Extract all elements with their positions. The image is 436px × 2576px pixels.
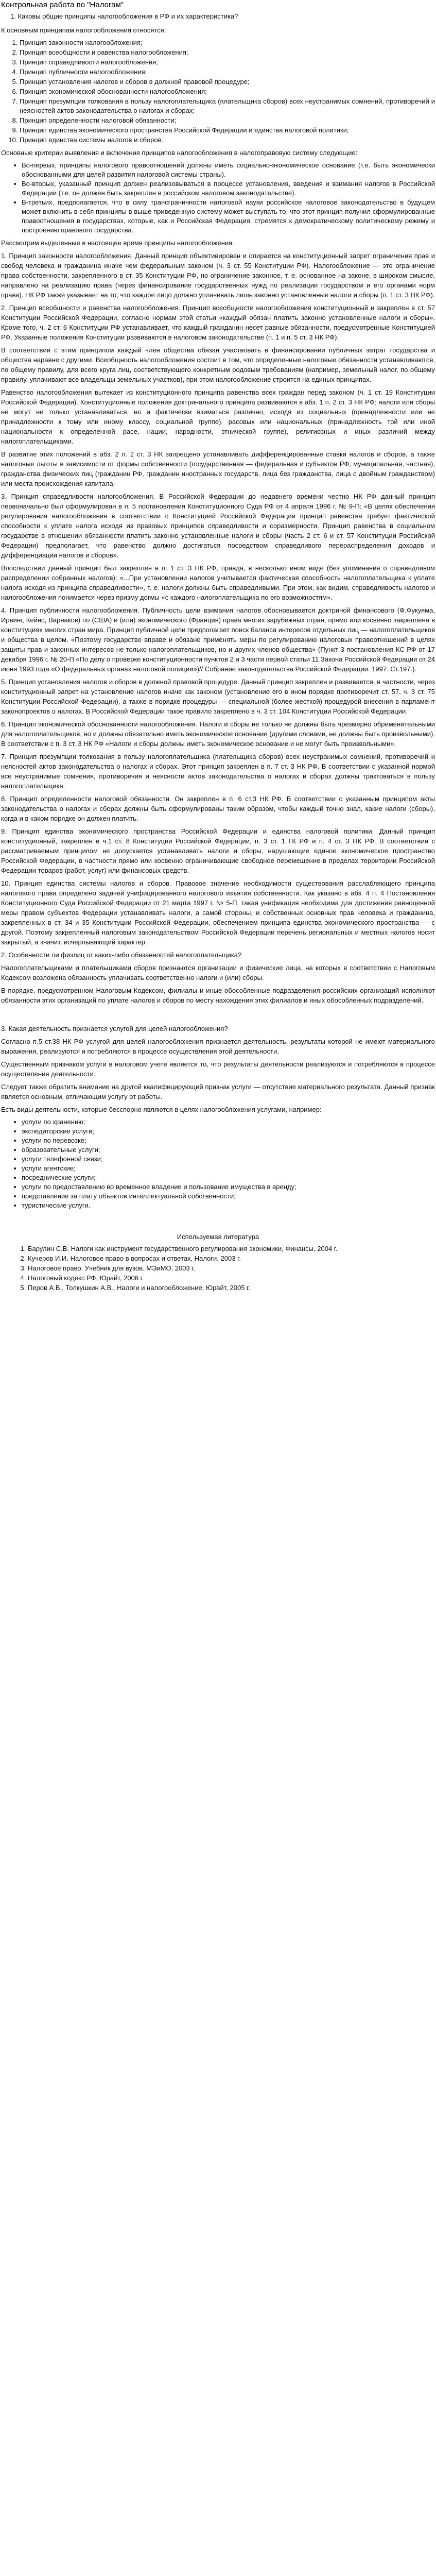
list-item: • Во-первых, принципы налогового правоотношений должны иметь социально-экономическое основание (т.е. быть экономически обоснованными для целей развития налоговой системы страны). [22, 161, 435, 179]
list-item: 10. Принцип единства системы налогов и сборов. [20, 135, 435, 145]
list-item: 1. Принцип законности налогообложения; [20, 38, 435, 47]
list-item: 2. Принцип всеобщности и равенства налогообложения; [20, 48, 435, 57]
section-spacer [1, 1008, 435, 1024]
list-item: • услуги по перевозке; [22, 1136, 435, 1145]
paragraph: Следует также обратить внимание на другой квалифицирующий признак услуги — отсутствие материального результата. Данный признак является основным, отличающим услугу от работы. [1, 1083, 435, 1100]
list-item: • Во-вторых, указанный принцип должен реализовываться в процессе установления, введения и взимания налогов в Российской Федерации (т.е. он должен быть закреплен в российском налоговом законодательстве). [22, 179, 435, 198]
paragraph: Равенство налогообложения вытекает из конституционного принципа равенства всех граждан перед законом (ч. 1 ст. 19 Конституции Российской Федерации). Конституционные положения доктринального принципа развиваются в абз. 1 п. 2 ст. 3 НК РФ: налоги или сборы не могут не только устанавливаться, но и фактически взиматься различно, исходя из социальных (принадлежности или не принадлежности к тому или иному классу, социальной группе), расовых или национальных (принадлежность той или иной национальности к определенной расе, нации, народности, этнической группе), религиозных и иных различий между налогоплательщиками. [1, 388, 435, 445]
list-item: • услуги по предоставлению во временное владение и пользование имущества в аренду; [22, 1182, 435, 1192]
list-item: 2. Кучеров И.И. Налоговое право в вопросах и ответах. Налоги, 2003 г. [28, 1253, 435, 1263]
list-item: 6. Принцип экономической обоснованности налогообложения; [20, 87, 435, 96]
question-3-heading: 3. Какая деятельность признается услугой для целей налогообложения? [1, 1025, 228, 1032]
list-item: 4. Принцип публичности налогообложения; [20, 67, 435, 77]
paragraph: 8. Принцип определенности налоговой обязанности. Он закреплен в п. 6 ст.3 НК РФ. В соответствии с указанным принципом акты законодательства о налогах и сборах должны быть сформулированы таким образом, чтобы каждый точно знал, какие налоги (сборы), когда и в каком порядке он должен платить. [1, 795, 435, 822]
question-1-number: 1. [10, 12, 16, 20]
paragraph: Есть виды деятельности, которые бесспорно являются в целях налогообложения услугами, например: [1, 1106, 322, 1113]
list-item: • услуги по хранению; [22, 1117, 435, 1127]
list-item: • экспедиторские услуги; [22, 1127, 435, 1136]
paragraph: 2. Принцип всеобщности и равенства налогообложения. Принцип всеобщности налогообложения конституционный и закреплен в ст. 57 Конституции Российской Федерации, согласно нормам этой статьи «каждый обязан платить законно установленные налоги и сборы». Кроме того, ч. 2 ст. 6 Конституции РФ устанавливает, что каждый гражданин несет равные обязанности, предусмотренные Конституцией РФ. Указанные положения Конституции развиваются в налоговом законодательстве (п. 1 и п. 5 ст. 3 НК РФ). [1, 304, 435, 341]
question-1 [10, 11, 435, 21]
paragraph: 9. Принцип единства экономического пространства Российской Федерации и единства налоговой политики. Данный принцип конституционный, закреплен в ч.1 ст. 8 Конституции Российской Федерации, п. 3 ст. 1 ГК РФ и п. 4 ст. 3 НК РФ. В соответствии с рассматриваемым принципом не допускается устанавливать налоги и сборы, нарушающие единое экономическое пространство Российской Федерации, в частности прямо или косвенно ограничивающие свободное перемещение в пределах территории Российской Федерации товаров (работ, услуг) или финансовых средств. [1, 827, 435, 874]
list-item: • услуги телефонной связи; [22, 1155, 435, 1164]
list-item: 4. Налоговый кодекс РФ, Юрайт, 2006 г. [28, 1273, 435, 1283]
paragraph: 7. Принцип презумпции толкования в пользу налогоплательщика (плательщика сборов) всех неустранимых сомнений, противоречий и неясностей актов законодательства о налогах и сборах. Этот принцип закреплен в п. 7 ст. 3 НК РФ. В соответствии с указанной нормой все неустранимые сомнения, противоречия и неясности актов законодательства о налогах и сборах должны трактоваться в пользу налогоплательщика. [1, 753, 435, 790]
paragraph: 5. Принцип установления налогов и сборов в должной правовой процедуре. Данный принцип закреплен и развивается, в частности, через конституционный запрет на установление налогов иначе как законом (установление его в ином порядке противоречит ст. 57, ч. 3 ст. 75 Конституции Российской Федерации), а также в порядке процедуры — специальной (более жесткой) процедурой внесения в парламент законопроектов о налогах. В Российской Федерации такое правило закреплено в ч. 3 ст. 104 Конституции Российской Федерации. [1, 678, 435, 715]
list-item: 9. Принцип единства экономического пространства Российской Федерации и единства налоговой политики; [20, 126, 435, 135]
paragraph: В соответствии с этим принципом каждый член общества обязан участвовать в финансировании публичных затрат государства и общества наравне с другими. Всеобщность налогообложения состоит в том, что определенные налоговые обязанности устанавливаются, по общему правилу, для всего круга лиц, соответствующего конкретным родовым требованиям (например, земельный налог, по общему правилу, уплачивают все владельцы земельных участков), при этом налогообложение строится на единых принципах. [1, 346, 435, 383]
section-spacer [1, 1213, 435, 1229]
list-item: 7. Принцип презумпции толкования в пользу налогоплательщика (плательщика сборов) всех неустранимых сомнений, противоречий и неясностей актов законодательства о налогах и сборах; [20, 97, 435, 115]
paragraph: Существенным признаком услуги в налоговом учете является то, что результаты деятельности реализуются и потребляются в процессе осуществления деятельности. [1, 1060, 435, 1078]
list-item: 8. Принцип определенности налоговой обязанности; [20, 116, 435, 125]
paragraph: Согласно п.5 ст.38 НК РФ услугой для целей налогообложения признается деятельность, результаты которой не имеют материального выражения, реализуются и потребляются в процессе осуществления этой деятельности. [1, 1038, 435, 1055]
principles-intro: К основным принципам налогообложения относятся: [1, 26, 166, 34]
paragraph: 4. Принцип публичности налогообложения. Публичность цели взимания налогов обосновывается доктриной финансового (Ф.Фукуяма, Ирвинг, Кейнс, Варнаков) по (США) и (или) экономического (Франция) права многих зарубежных стран, прямо или косвенно закреплена в конституциях многих стран мира. Принцип публичной цели предполагает поиск баланса интересов отдельных лиц — налогоплательщиков и общества в целом. «Поэтому государство вправе и обязано применять меры по регулированию налоговых правоотношений в целях защиты прав и законных интересов не только налогоплательщиков, но и других членов общества» (Пункт 3 постановления КС РФ от 17 декабря 1996 г. № 20-П «По делу о проверке конституционности пунктов 2 и 3 части первой статьи 11 Закона Российской Федерации от 24 июня 1993 года «О федеральных органах налоговой полиции»)// Собрание законодательства Российской Федерации. 1997. Ст.197.). [1, 606, 435, 673]
paragraph: Впоследствии данный принцип был закреплен в п. 1 ст. 3 НК РФ, правда, в несколько ином виде (без упоминания о справедливом распределении собранных налогов): «...При установлении налогов учитывается фактическая способность налогоплательщика к уплате налога исходя из принципа справедливости», т. е. налоги должны быть справедливыми. При этом, как видим, справедливость налогов и налогообложения понимается через призму догмы «с каждого налогоплательщика по его возможностям». [1, 564, 435, 601]
paragraph: 6. Принцип экономической обоснованности налогообложения. Налоги и сборы не только не должны быть чрезмерно обременительными для налогоплательщиков, но и должны обязательно иметь экономическое основание (другими словами, не должны быть произвольными). В соответствии с п. 3 ст. 3 НК РФ «Налоги и сборы должны иметь экономическое основание и не могут быть произвольными». [1, 720, 435, 748]
list-item: • образовательные услуги; [22, 1145, 435, 1155]
paragraph: 1. Принцип законности налогообложения. Данный принцип объективирован и опирается на конституционный запрет ограничения прав и свобод человека и гражданина иначе чем федеральным законом (ч. 3 ст. 55 Конституции РФ). Налогообложение — это ограничение права собственности, закрепленного в ст. 35 Конституции РФ, но ограничение законное, т. е. основанное на законе, в широком смысле, направлено на реализацию права (через финансирование государственных нужд по реализации государством и его органами норм права). НК РФ также указывает на то, что каждое лицо должно уплачивать лишь законно установленные налоги и сборы (п. 1 ст. 3 НК РФ). [1, 252, 435, 299]
criteria-intro: Основные критерии выявления и включения принципов налогообложения в налогоправовую систему следующие: [1, 149, 358, 157]
document-title: Контрольная работа по "Налогам" [1, 1, 124, 9]
list-item: 3. Принцип справедливости налогообложения; [20, 58, 435, 67]
literature-title: Используемая литература [177, 1233, 259, 1241]
paragraph: 3. Принцип справедливости налогообложения. В Российской Федерации до недавнего времени честно НК РФ данный принцип первоначально был сформулирован в п. 5 постановления Конституционного Суда РФ от 4 апреля 1996 г. № 9-П: «В целях обеспечения регулирования налогообложения в соответствии с Конституцией Российской Федерации принцип равенства требует фактической способности к уплате налога исходя из правовых принципов справедливости и соразмерности. Принцип равенства в социальном государстве в отношении обязанности платить законно установленные налоги и сборы (часть 2 ст. 6 и ст. 57 Конституции Российской Федерации) предполагает, что равенство должно достигаться посредством справедливого перераспределения доходов и дифференциации налогов и сборов». [1, 493, 435, 559]
question-1-text: Каковы общие принципы налогообложения в РФ и их характеристика? [18, 12, 238, 20]
list-item: • услуги агентские; [22, 1164, 435, 1173]
services-list [1, 1117, 435, 1210]
list-item: • посреднические услуги; [22, 1173, 435, 1182]
paragraph: Налогоплательщиками и плательщиками сборов признаются организации и физические лица, на которых в соответствии с Налоговым Кодексом возложена обязанность уплачивать соответственно налоги и (или) сборы. [1, 964, 435, 981]
paragraph: В порядке, предусмотренном Налоговым Кодексом, филиалы и иные обособленные подразделения российских организаций исполняют обязанности этих организаций по уплате налогов и сборов по месту нахождения этих филиалов и иных обособленных подразделений. [1, 987, 435, 1004]
list-item: 1. Барулин С.В. Налоги как инструмент государственного регулирования экономики, Финансы, 2004 г. [28, 1244, 435, 1253]
paragraph: В развитие этих положений в абз. 2 п. 2 ст. 3 НК запрещено устанавливать дифференцированные ставки налогов и сборов, а также налоговые льготы в зависимости от формы собственности (государственная — федеральная и субъектов РФ, муниципальная, частная), гражданства физических лиц (гражданин РФ, гражданин иностранных государств, лица без гражданства, лица с двойным гражданством) или места происхождения капитала. [1, 450, 435, 487]
question-2-heading: 2. Особенности ли физлиц от каких-либо обязанностей налогоплательщика? [1, 951, 242, 959]
list-item: • туристические услуги. [22, 1201, 435, 1210]
paragraph: Рассмотрим выделенные в настоящее время принципы налогообложения. [1, 239, 234, 247]
list-item: 3. Налоговое право. Учебник для вузов. МЭиМО, 2003 г. [28, 1263, 435, 1273]
principles-list [1, 38, 435, 145]
paragraph: 10. Принцип единства системы налогов и сборов. Правовое значение необходимости существования расслабляющего принципа налогового права определено задачей унифицированного налогового изъятия собственности. Как указано в абз. 4 п. 4 Постановления Конституционного Суда Российской Федерации от 21 марта 1997 г. № 5-П, такая унификация необходима для достижения равноценной меры правом субъектов Федерации устанавливать налоги, а самой стороны, и собственных основных прав человека и гражданина, закрепленных в ст. 34 и 35 Конституции Российской Федерации, обеспечением принципа единства экономического пространства — с другой. Поэтому закрепленный налоговым законодательством Российской Федерации перечень региональных и местных налогов носит закрытый, а значит, исчерпывающий характер. [1, 879, 435, 946]
list-item: 5. Принцип установления налогов и сборов в должной правовой процедуре; [20, 77, 435, 87]
question-1-item [10, 11, 435, 21]
list-item: • представление за плату объектов интеллектуальной собственности; [22, 1192, 435, 1201]
literature-list [1, 1244, 435, 1293]
criteria-list [1, 161, 435, 235]
list-item: • В-третьих, предполагается, что в силу трансграничности налоговой науки российское налоговое законодательство в будущем может включить в себя принципы в выше приведенную систему может выступать то, что этот принцип-получил сформулированные правоотношения в государствах, которые, как и Российская Федерация, стремятся к демократическому политическому режиму и построению правового государства. [22, 198, 435, 235]
list-item: 5. Перов А.В., Толкушкин А.В., Налоги и налогообложение, Юрайт, 2005 г. [28, 1283, 435, 1293]
